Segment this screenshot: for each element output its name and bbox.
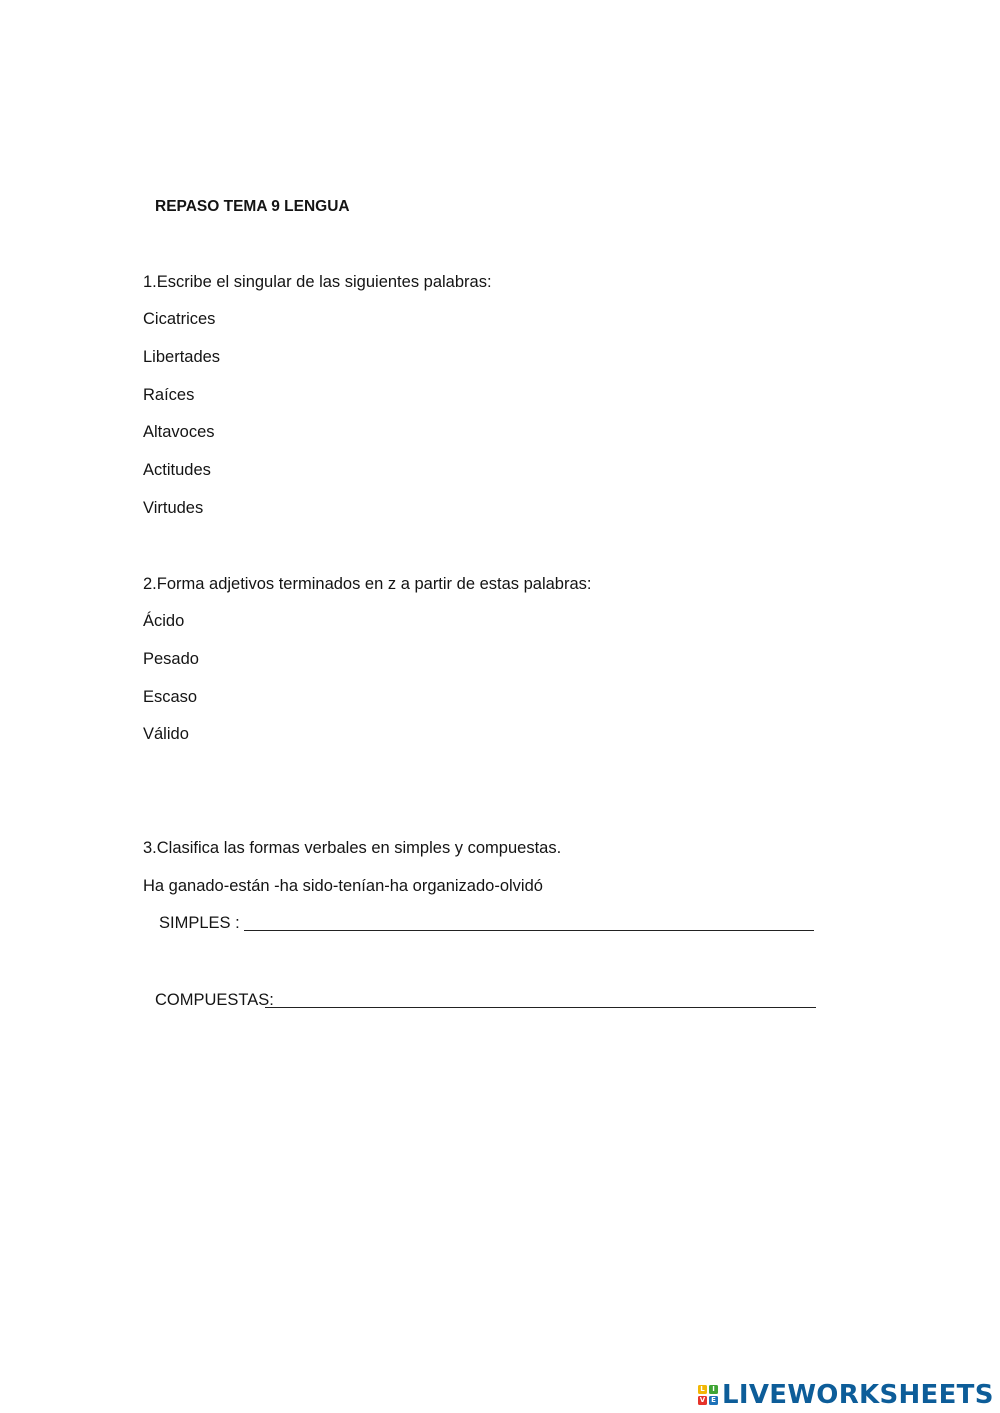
section-2-word: Escaso (143, 688, 198, 706)
section-1-word: Altavoces (143, 423, 215, 441)
liveworksheets-logo-text: LIVEWORKSHEETS (722, 1380, 994, 1410)
section-2-word: Válido (143, 725, 189, 743)
simples-answer-line[interactable] (244, 930, 814, 931)
logo-mark-e: E (709, 1396, 718, 1405)
logo-mark-i: I (709, 1385, 718, 1394)
section-1-word: Cicatrices (143, 310, 216, 328)
section-2-heading: 2.Forma adjetivos terminados en z a partir de estas palabras: (143, 575, 592, 593)
section-1-word: Virtudes (143, 499, 204, 517)
simples-label: SIMPLES : (159, 914, 240, 932)
liveworksheets-logo (698, 1378, 994, 1412)
section-2-word: Ácido (143, 612, 185, 630)
logo-mark-v: V (699, 1396, 706, 1404)
compuestas-answer-line[interactable] (265, 1007, 816, 1008)
section-1-word: Libertades (143, 348, 221, 366)
section-1-word: Actitudes (143, 461, 211, 479)
section-3-verb-list: Ha ganado-están -ha sido-tenían-ha organizado-olvidó (143, 877, 543, 895)
section-1-word: Raíces (143, 386, 195, 404)
liveworksheets-logo-icon (698, 1385, 718, 1405)
section-3-heading: 3.Clasifica las formas verbales en simples y compuestas. (143, 839, 562, 857)
worksheet-title: REPASO TEMA 9 LENGUA (155, 198, 350, 215)
logo-mark-l: L (698, 1385, 707, 1394)
section-2-word: Pesado (143, 650, 199, 668)
compuestas-label: COMPUESTAS: (155, 991, 274, 1009)
section-1-heading: 1.Escribe el singular de las siguientes palabras: (143, 273, 492, 291)
